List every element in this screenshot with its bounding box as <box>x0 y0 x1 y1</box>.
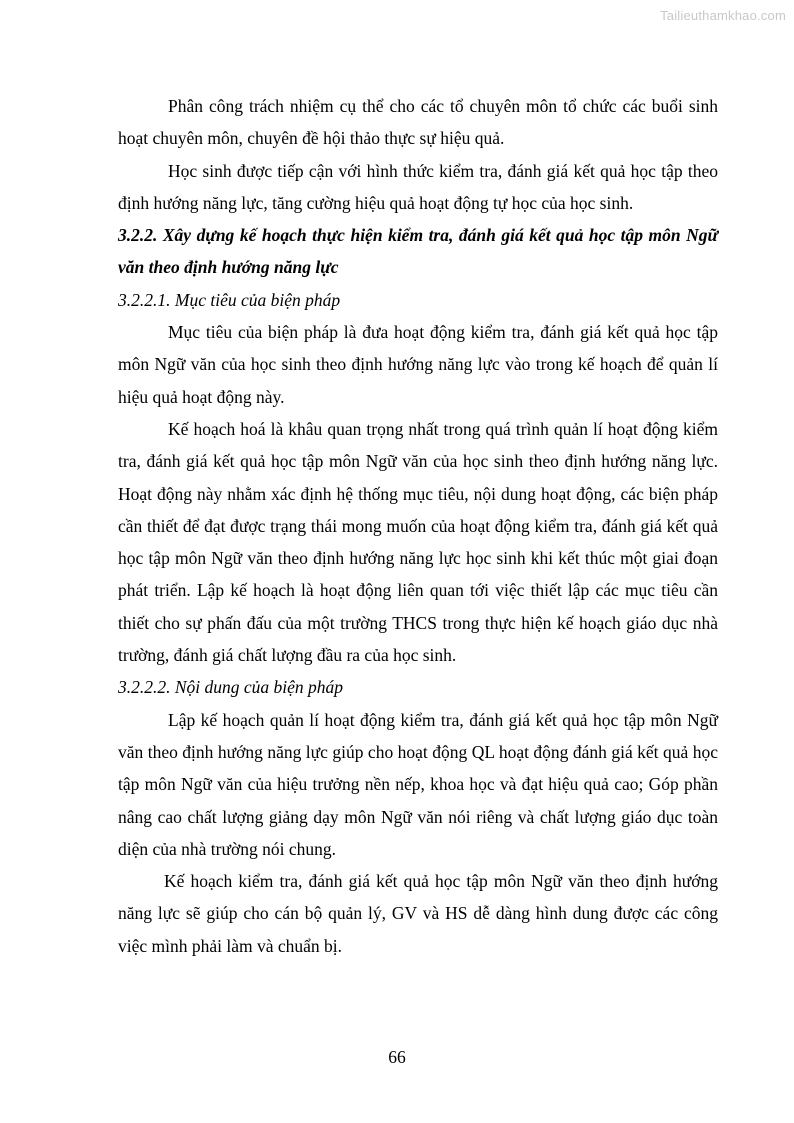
document-body <box>118 90 718 962</box>
paragraph: Kế hoạch hoá là khâu quan trọng nhất trong quá trình quản lí hoạt động kiểm tra, đánh giá kết quả học tập môn Ngữ văn của học sinh theo định hướng năng lực. Hoạt động này nhằm xác định hệ thống mục tiêu, nội dung hoạt động, các biện pháp cần thiết để đạt được trạng thái mong muốn của hoạt động kiểm tra, đánh giá kết quả học tập môn Ngữ văn theo định hướng năng lực học sinh khi kết thúc một giai đoạn phát triển. Lập kế hoạch là hoạt động liên quan tới việc thiết lập các mục tiêu cần thiết cho sự phấn đấu của một trường THCS trong thực hiện kế hoạch giáo dục nhà trường, đánh giá chất lượng đầu ra của học sinh. <box>118 418 718 666</box>
subsection-heading: 3.2.2.2. Nội dung của biện pháp <box>118 677 344 698</box>
paragraph: Lập kế hoạch quản lí hoạt động kiểm tra, đánh giá kết quả học tập môn Ngữ văn theo định hướng năng lực giúp cho hoạt động QL hoạt động đánh giá kết quả học tập môn Ngữ văn của hiệu trưởng nền nếp, khoa học và đạt hiệu quả cao; Góp phần nâng cao chất lượng giảng dạy môn Ngữ văn nói riêng và chất lượng giáo dục toàn diện của nhà trường nói chung. <box>118 709 718 859</box>
page-number: 66 <box>388 1047 406 1067</box>
paragraph: Kế hoạch kiểm tra, đánh giá kết quả học tập môn Ngữ văn theo định hướng năng lực sẽ giúp cho cán bộ quản lý, GV và HS dễ dàng hình dung được các công việc mình phải làm và chuẩn bị. <box>118 871 718 956</box>
section-heading: 3.2.2. Xây dựng kế hoạch thực hiện kiểm tra, đánh giá kết quả học tập môn Ngữ văn theo định hướng năng lực <box>118 225 718 278</box>
paragraph: Học sinh được tiếp cận với hình thức kiểm tra, đánh giá kết quả học tập theo định hướng năng lực, tăng cường hiệu quả hoạt động tự học của học sinh. <box>118 160 718 213</box>
paragraph: Phân công trách nhiệm cụ thể cho các tổ chuyên môn tổ chức các buổi sinh hoạt chuyên môn, chuyên đề hội thảo thực sự hiệu quả. <box>118 96 718 149</box>
paragraph: Mục tiêu của biện pháp là đưa hoạt động kiểm tra, đánh giá kết quả học tập môn Ngữ văn của học sinh theo định hướng năng lực vào trong kế hoạch để quản lí hiệu quả hoạt động này. <box>118 322 718 407</box>
watermark: Tailieuthamkhao.com <box>660 8 786 23</box>
subsection-heading: 3.2.2.1. Mục tiêu của biện pháp <box>118 289 341 310</box>
